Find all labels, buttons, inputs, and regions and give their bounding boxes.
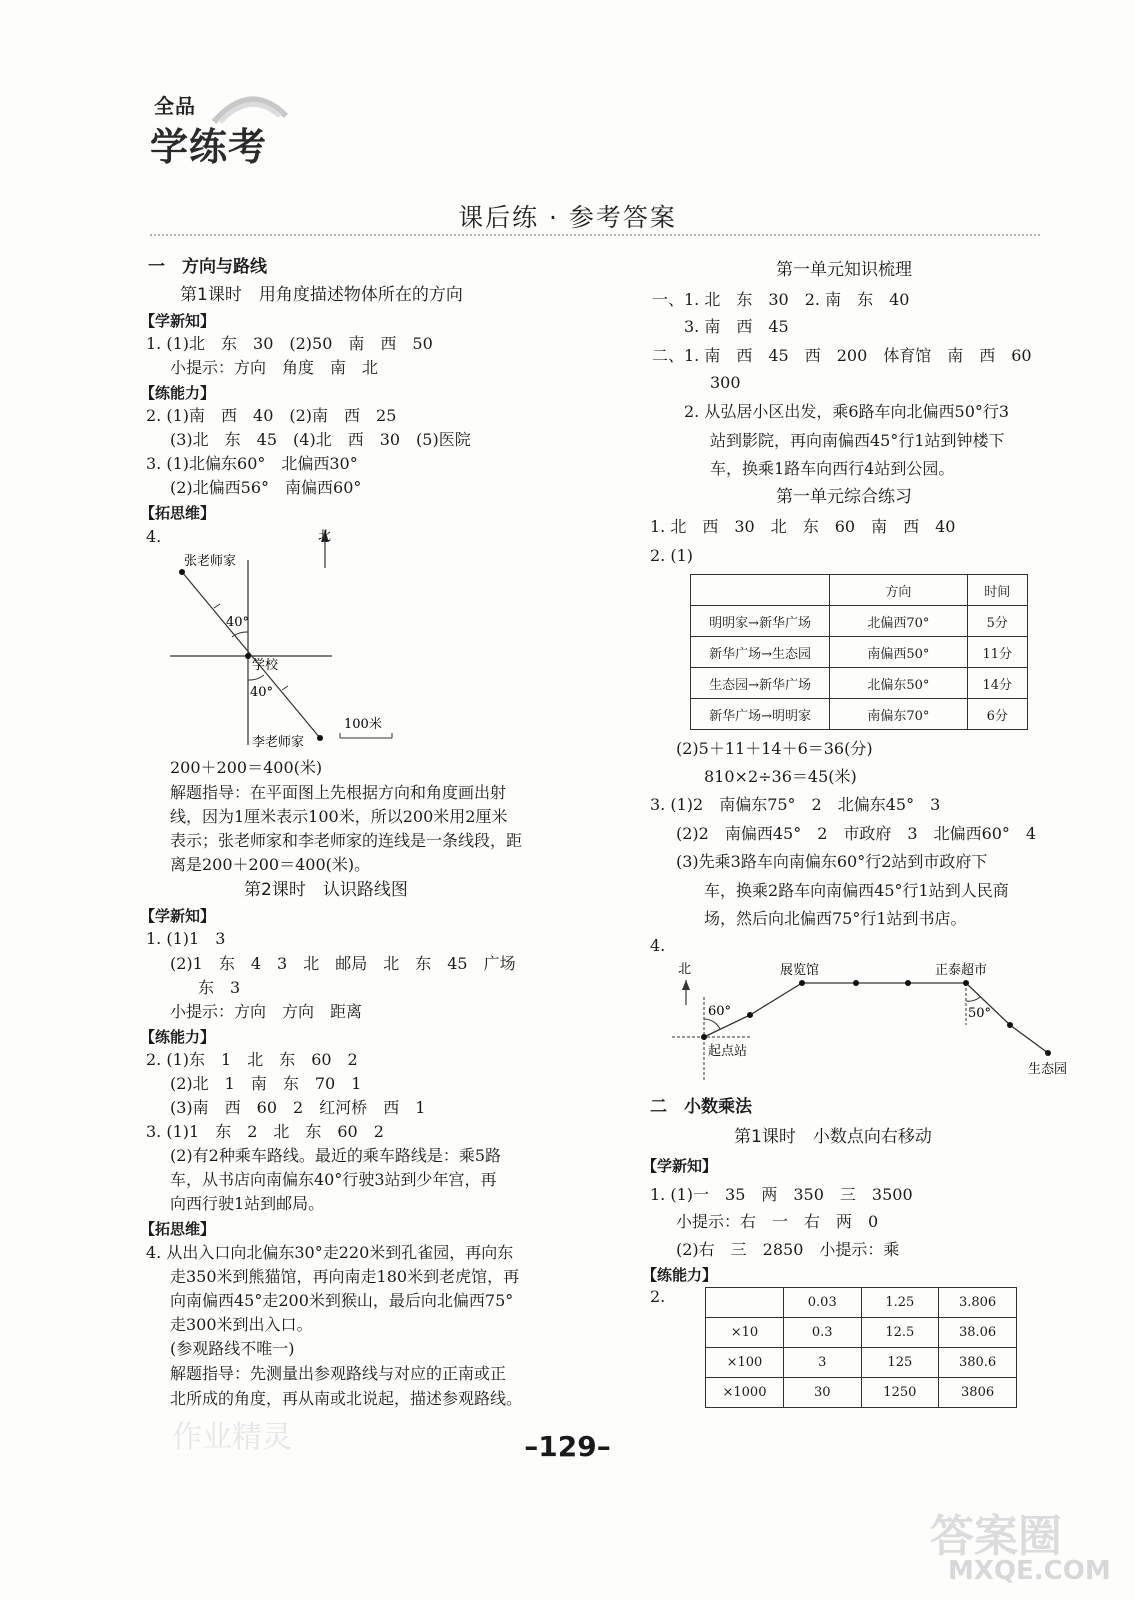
zhang-label: 张老师家 xyxy=(184,554,237,569)
tag-label: 【练能力】 xyxy=(140,1028,216,1046)
answer-line: (2)有2种乘车路线。最近的乘车路线是：乘5路 xyxy=(170,1146,502,1165)
answer-line: 4. xyxy=(146,527,162,546)
answer-line: (2)右 三 2850 小提示：乘 xyxy=(676,1240,900,1259)
answer-line: 场，然后向北偏西75°行1站到书店。 xyxy=(704,909,967,928)
route-stop xyxy=(799,980,805,986)
angle-arc-bottom xyxy=(248,675,264,680)
li-home-dot xyxy=(317,735,323,741)
table-row xyxy=(706,1348,1017,1378)
table-cell: 3.806 xyxy=(939,1288,1017,1318)
answer-line: (2)2 南偏西45° 2 市政府 3 北偏西60° 4 xyxy=(676,824,1037,843)
table-cell: 5分 xyxy=(967,606,1027,637)
hint-line: 小提示：方向 角度 南 北 xyxy=(170,358,379,377)
table-cell: 3 xyxy=(783,1348,861,1378)
answer-line: 一、1. 北 东 30 2. 南 东 40 xyxy=(652,290,910,309)
place-label: 正泰超市 xyxy=(935,963,988,978)
title-divider xyxy=(150,234,1040,236)
guide-line: 北所成的角度，再从南或北说起，描述参观路线。 xyxy=(170,1389,523,1408)
lesson-title: 第1课时 用角度描述物体所在的方向 xyxy=(180,285,463,305)
table-cell: 12.5 xyxy=(861,1318,939,1348)
answer-line: 3. (1)2 南偏东75° 2 北偏东45° 3 xyxy=(650,795,941,814)
tag-label: 【学新知】 xyxy=(140,312,216,330)
answer-line: 810×2÷36＝45(米) xyxy=(704,767,857,786)
school-dot xyxy=(245,653,251,659)
logo-small-text: 全品 xyxy=(154,94,196,118)
answer-line: (2)5＋11＋14＋6＝36(分) xyxy=(676,739,873,758)
table-cell: ×10 xyxy=(706,1318,784,1348)
watermark-text: MXQE.COM xyxy=(948,1556,1111,1586)
route-diagram xyxy=(670,955,1080,1085)
answer-line: 车，换乘2路车向南偏西45°行1站到人民商 xyxy=(704,881,1009,900)
answer-line: (2)1 东 4 3 北 邮局 北 东 45 广场 xyxy=(170,954,516,973)
note-line: (参观路线不唯一) xyxy=(170,1339,295,1358)
table-row xyxy=(691,575,1028,606)
logo-big-text: 学练考 xyxy=(150,125,268,169)
answer-line: 1. (1)1 3 xyxy=(146,929,226,948)
answer-line: 2. (1) xyxy=(650,546,694,565)
brand-logo xyxy=(150,90,310,170)
guide-line: 线，因为1厘米表示100米，所以200米用2厘米 xyxy=(170,807,508,826)
table-row xyxy=(706,1318,1017,1348)
tag-label: 【学新知】 xyxy=(642,1157,718,1175)
table-cell: ×1000 xyxy=(706,1378,784,1408)
answer-line: 4. xyxy=(650,936,666,955)
answer-line: 2. (1)东 1 北 东 60 2 xyxy=(146,1050,358,1069)
table-cell xyxy=(706,1288,784,1318)
place-label: 展览馆 xyxy=(780,963,820,978)
route-stop xyxy=(1007,1022,1013,1028)
answer-line: 2. (1)南 西 40 (2)南 西 25 xyxy=(146,406,397,425)
answer-line: 1. (1)北 东 30 (2)50 南 西 50 xyxy=(146,334,433,353)
calc-line: 200＋200＝400(米) xyxy=(170,758,323,777)
scale-label: 100米 xyxy=(344,717,382,732)
table-cell: 30 xyxy=(783,1378,861,1408)
lesson-title: 第2课时 认识路线图 xyxy=(244,880,408,900)
zhang-home-dot xyxy=(179,569,185,575)
direction-diagram xyxy=(160,520,400,760)
table-cell: 38.06 xyxy=(939,1318,1017,1348)
table-cell: 6分 xyxy=(967,699,1027,730)
table-cell: 1250 xyxy=(861,1378,939,1408)
table-cell: 南偏东70° xyxy=(830,699,967,730)
answer-line: 1. 北 西 30 北 东 60 南 西 40 xyxy=(650,517,956,536)
north-label: 北 xyxy=(318,529,332,544)
table-cell: 北偏西70° xyxy=(830,606,967,637)
decimal-table xyxy=(705,1287,1017,1408)
watermark-text: 作业精灵 xyxy=(172,1420,292,1455)
route-stop xyxy=(1045,1050,1051,1056)
answer-line: (3)先乘3路车向南偏东60°行2站到市政府下 xyxy=(676,852,988,871)
table-cell: 0.03 xyxy=(783,1288,861,1318)
table-row xyxy=(691,606,1028,637)
table-row xyxy=(691,699,1028,730)
table-cell: 南偏西50° xyxy=(830,637,967,668)
answer-line: 3. (1)1 东 2 北 东 60 2 xyxy=(146,1122,384,1141)
guide-line: 解题指导：先测量出参观路线与对应的正南或正 xyxy=(170,1364,507,1383)
answer-line: 1. (1)一 35 两 350 三 3500 xyxy=(650,1185,913,1204)
tag-label: 【练能力】 xyxy=(642,1266,718,1284)
answer-line: (3)北 东 45 (4)北 西 30 (5)医院 xyxy=(170,430,471,449)
tag-label: 【练能力】 xyxy=(140,384,216,402)
route-stop xyxy=(853,980,859,986)
table-cell: 新华广场→明明家 xyxy=(691,699,830,730)
answer-line: 走350米到熊猫馆，再向南走180米到老虎馆，再 xyxy=(170,1267,520,1286)
table-row xyxy=(706,1378,1017,1408)
route-stop xyxy=(905,980,911,986)
answer-line: 二、1. 南 西 45 西 200 体育馆 南 西 60 xyxy=(652,346,1032,365)
answer-line: (2)北 1 南 东 70 1 xyxy=(170,1074,362,1093)
place-label: 生态园 xyxy=(1028,1062,1068,1077)
table-cell: ×100 xyxy=(706,1348,784,1378)
table-cell: 生态园→新华广场 xyxy=(691,668,830,699)
page-number: –129– xyxy=(524,1430,611,1463)
ray-line xyxy=(182,572,320,738)
table-cell: 新华广场→生态园 xyxy=(691,637,830,668)
angle-label-bottom: 40° xyxy=(250,685,274,700)
answer-line: 300 xyxy=(710,373,741,392)
answer-line: 走300米到出入口。 xyxy=(170,1315,313,1334)
answer-line: 3. 南 西 45 xyxy=(684,317,789,336)
table-cell: 14分 xyxy=(967,668,1027,699)
angle-label: 50° xyxy=(968,1006,992,1021)
answer-line: 3. (1)北偏东60° 北偏西30° xyxy=(146,454,358,473)
hint-line: 小提示：右 一 右 两 0 xyxy=(676,1212,879,1231)
route-line xyxy=(704,983,1048,1053)
route-stop xyxy=(701,1034,707,1040)
table-row xyxy=(691,637,1028,668)
lesson-title: 第1课时 小数点向右移动 xyxy=(734,1127,932,1147)
tag-label: 【拓思维】 xyxy=(140,504,216,522)
answer-line: 2. xyxy=(650,1287,666,1306)
answer-line: (3)南 西 60 2 红河桥 西 1 xyxy=(170,1098,426,1117)
unit-summary-title: 第一单元知识梳理 xyxy=(776,260,912,280)
route-stop xyxy=(747,1012,753,1018)
page-title: 课后练 · 参考答案 xyxy=(458,203,677,232)
table-cell: 方向 xyxy=(830,575,967,606)
watermark-text: 答案圈 xyxy=(930,1511,1062,1562)
table-cell: 380.6 xyxy=(939,1348,1017,1378)
section-heading: 一 方向与路线 xyxy=(148,257,267,277)
route-stop xyxy=(963,980,969,986)
section-heading: 二 小数乘法 xyxy=(650,1097,752,1117)
table-row xyxy=(706,1288,1017,1318)
answer-line: 2. 从弘居小区出发，乘6路车向北偏西50°行3 xyxy=(684,402,1010,421)
north-label: 北 xyxy=(678,962,692,977)
li-label: 李老师家 xyxy=(252,735,305,750)
table-cell: 3806 xyxy=(939,1378,1017,1408)
table-cell: 时间 xyxy=(967,575,1027,606)
guide-line: 表示；张老师家和李老师家的连线是一条线段，距 xyxy=(170,831,523,850)
table-cell: 北偏东50° xyxy=(830,668,967,699)
hint-line: 小提示：方向 方向 距离 xyxy=(170,1002,363,1021)
answer-line: 车，换乘1路车向西行4站到公园。 xyxy=(710,459,955,478)
tag-label: 【拓思维】 xyxy=(140,1220,216,1238)
angle-label-top: 40° xyxy=(226,615,250,630)
angle-label: 60° xyxy=(708,1004,732,1019)
answer-line: 站到影院，再向南偏西45°行1站到钟楼下 xyxy=(710,431,1005,450)
angle-arc xyxy=(704,1019,720,1029)
tag-label: 【学新知】 xyxy=(140,907,216,925)
answer-line: 4. 从出入口向北偏东30°走220米到孔雀园，再向东 xyxy=(146,1243,514,1262)
place-label: 起点站 xyxy=(708,1044,748,1059)
table-cell: 0.3 xyxy=(783,1318,861,1348)
answer-line: 向西行驶1站到邮局。 xyxy=(170,1194,325,1213)
unit-exercise-title: 第一单元综合练习 xyxy=(776,487,912,507)
guide-line: 解题指导：在平面图上先根据方向和角度画出射 xyxy=(170,783,507,802)
table-cell: 1.25 xyxy=(861,1288,939,1318)
table-cell xyxy=(691,575,830,606)
school-label: 学校 xyxy=(252,658,279,673)
answer-line: (2)北偏西56° 南偏西60° xyxy=(170,478,362,497)
north-arrow-icon xyxy=(682,980,690,990)
answer-line: 车，从书店向南偏东40°行驶3站到少年宫，再 xyxy=(170,1170,497,1189)
answer-line: 东 3 xyxy=(198,978,241,997)
table-cell: 125 xyxy=(861,1348,939,1378)
guide-line: 离是200＋200＝400(米)。 xyxy=(170,855,371,874)
table-cell: 明明家→新华广场 xyxy=(691,606,830,637)
table-cell: 11分 xyxy=(967,637,1027,668)
angle-arc xyxy=(966,997,980,1001)
table-row xyxy=(691,668,1028,699)
answer-line: 向南偏西45°走200米到猴山，最后向北偏西75° xyxy=(170,1291,514,1310)
route-table xyxy=(690,574,1028,730)
